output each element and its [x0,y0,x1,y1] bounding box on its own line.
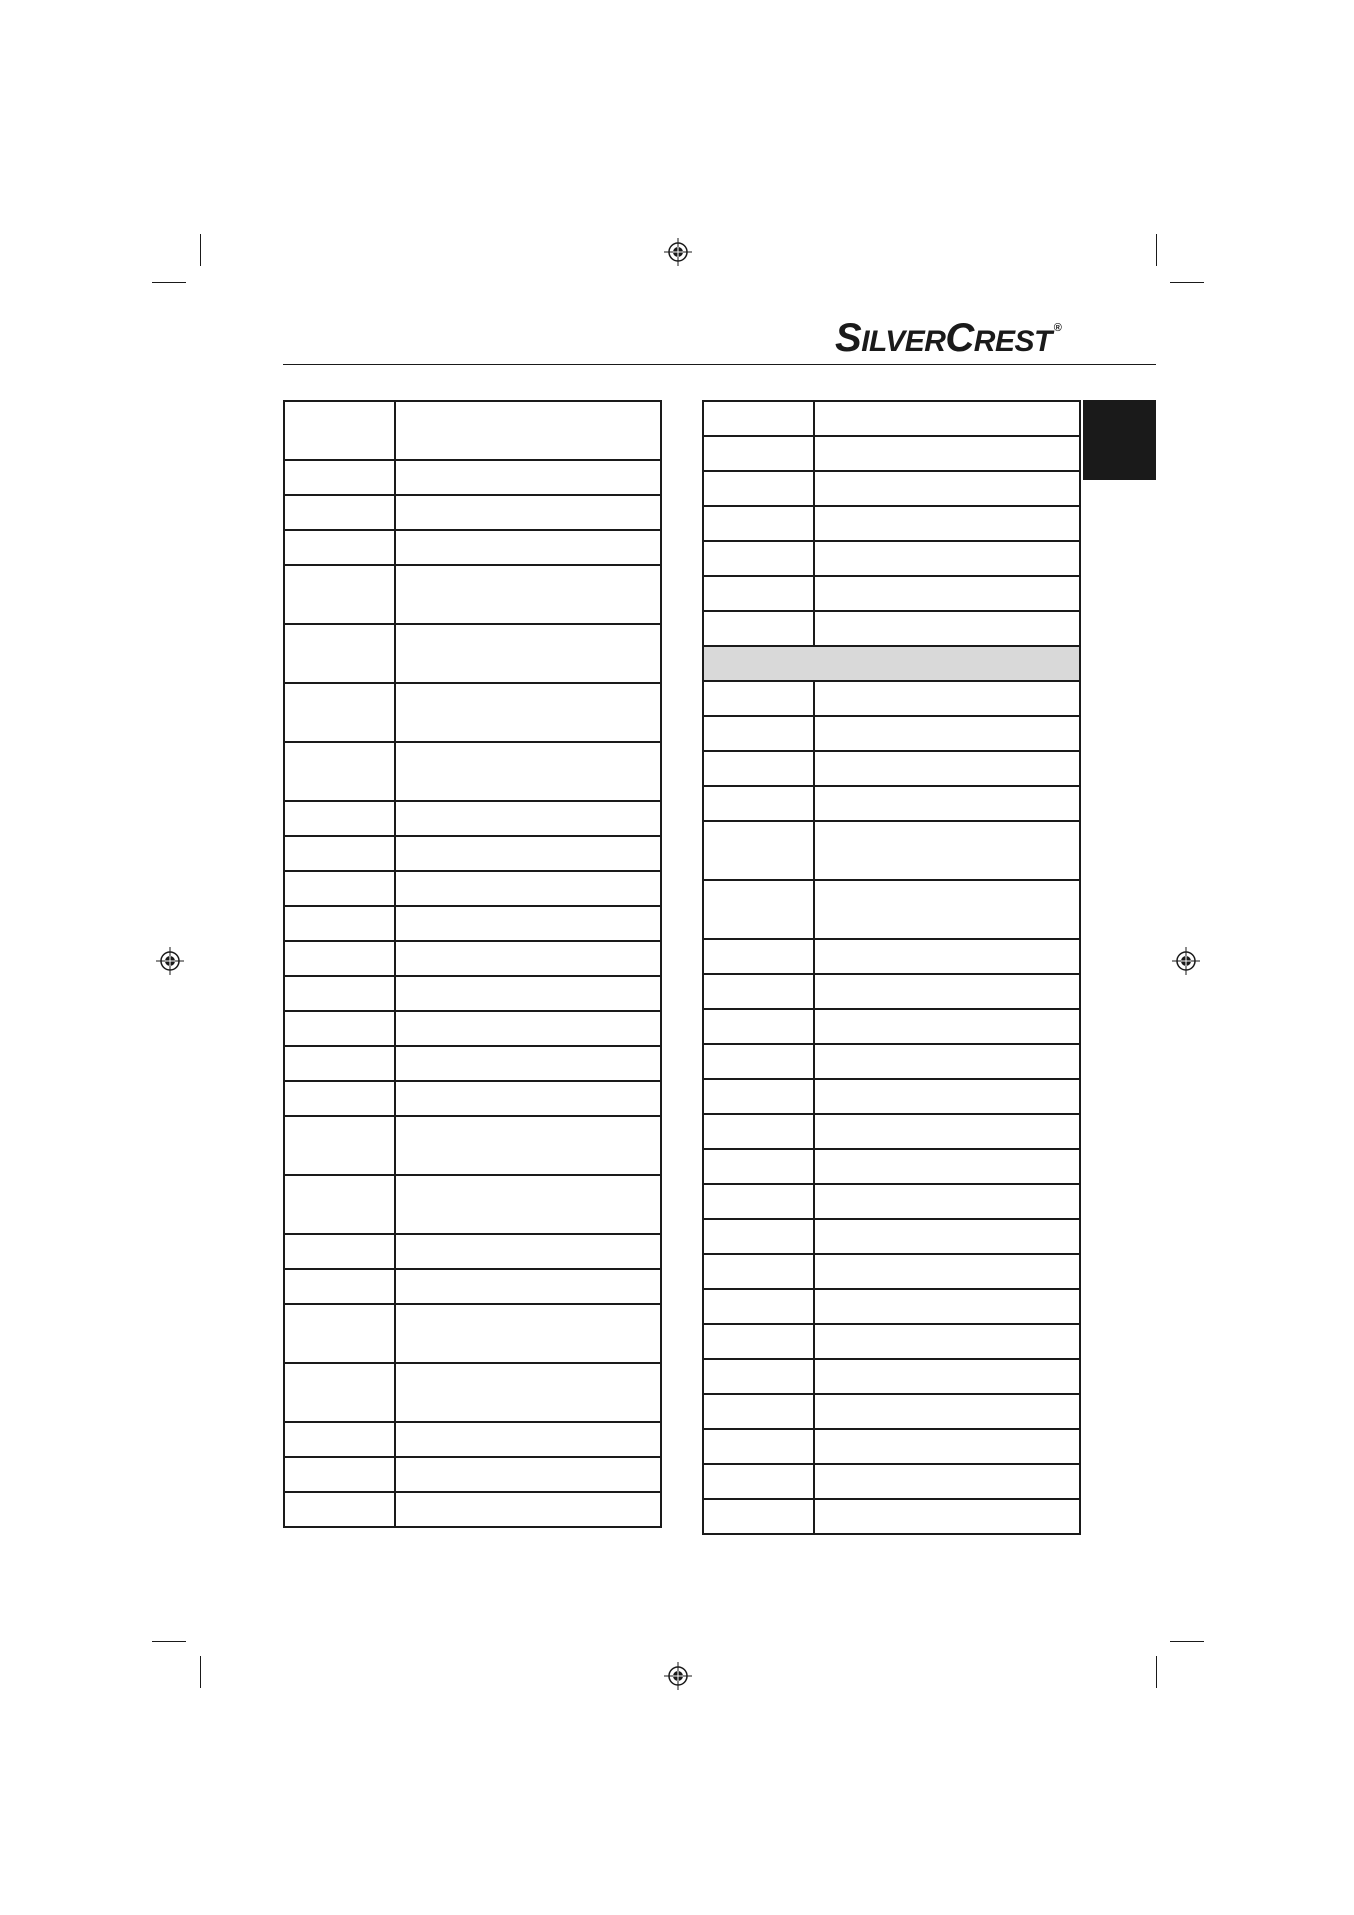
term-cell [284,1011,395,1046]
translation-cell [814,821,1080,880]
table-row [703,880,1080,939]
table-row [703,1079,1080,1114]
crop-mark-bottom-right-horizontal [1170,1641,1204,1642]
brand-letter-s: S [835,316,862,360]
term-cell [703,1289,814,1324]
term-cell [284,624,395,683]
table-row [703,1324,1080,1359]
term-cell [284,976,395,1011]
table-row [284,1234,661,1269]
table-row [284,460,661,495]
translation-cell [395,1234,661,1269]
translation-cell [814,751,1080,786]
crop-mark-bottom-left-horizontal [152,1641,186,1642]
term-cell [703,1429,814,1464]
table-row [284,401,661,460]
translation-cell [814,974,1080,1009]
term-cell [284,1492,395,1527]
translation-cell [814,681,1080,716]
table-row [703,1429,1080,1464]
translation-cell [395,1116,661,1175]
table-row [284,1175,661,1234]
term-cell [703,1114,814,1149]
translation-cell [395,1304,661,1363]
translation-cell [814,716,1080,751]
table-row [284,495,661,530]
term-cell [284,495,395,530]
translation-cell [395,1046,661,1081]
table-row [703,1499,1080,1534]
translation-cell [395,1422,661,1457]
translation-cell [395,1269,661,1304]
term-cell [284,401,395,460]
brand-letters-rest: REST [973,325,1052,358]
term-cell [703,786,814,821]
table-row [284,624,661,683]
term-cell [703,1324,814,1359]
brand-letters-ilver: ILVER [861,325,946,358]
table-row [703,974,1080,1009]
table-row [703,1044,1080,1079]
registration-mark-bottom-icon [663,1661,693,1691]
table-row [703,401,1080,436]
table-row [703,471,1080,506]
translation-cell [395,906,661,941]
table-row [703,1394,1080,1429]
table-row [703,821,1080,880]
translation-cell [814,1464,1080,1499]
table-row [703,1009,1080,1044]
term-cell [703,1184,814,1219]
term-cell [703,1219,814,1254]
table-row [284,1081,661,1116]
table-row [284,801,661,836]
table-row [703,646,1080,681]
table-row [703,1254,1080,1289]
term-cell [703,611,814,646]
term-cell [284,1422,395,1457]
translation-cell [814,1394,1080,1429]
table-row [703,939,1080,974]
crop-mark-top-right-vertical [1156,234,1157,266]
term-cell [703,401,814,436]
translation-cell [814,1009,1080,1044]
table-row [284,1046,661,1081]
term-cell [703,1499,814,1534]
term-cell [284,1116,395,1175]
translation-cell [395,1363,661,1422]
translation-cell [814,1044,1080,1079]
translation-cell [814,1254,1080,1289]
header-rule [283,364,1156,365]
term-cell [703,576,814,611]
table-row [284,1011,661,1046]
table-row [703,751,1080,786]
term-cell [284,836,395,871]
translation-cell [395,1081,661,1116]
term-cell [284,871,395,906]
translation-cell [395,1011,661,1046]
translation-cell [395,941,661,976]
table-row [703,1359,1080,1394]
table-row [284,871,661,906]
translation-cell [814,1359,1080,1394]
term-cell [703,880,814,939]
translation-cell [395,871,661,906]
term-cell [703,716,814,751]
table-row [703,1149,1080,1184]
table-row [703,1184,1080,1219]
term-cell [703,939,814,974]
term-cell [703,1079,814,1114]
term-cell [284,1046,395,1081]
translation-cell [814,1429,1080,1464]
term-cell [284,906,395,941]
table-row [703,436,1080,471]
translation-cell [814,506,1080,541]
term-cell [703,1009,814,1044]
language-tab-marker [1083,400,1156,480]
term-cell [284,460,395,495]
registration-mark-top-icon [663,237,693,267]
table-row [284,565,661,624]
translation-cell [395,1457,661,1492]
translation-cell [814,939,1080,974]
table-row [703,716,1080,751]
crop-mark-bottom-right-vertical [1156,1656,1157,1688]
translation-cell [814,786,1080,821]
term-cell [284,530,395,565]
table-row [703,1464,1080,1499]
translation-cell [814,1079,1080,1114]
table-row [703,786,1080,821]
translation-cell [814,611,1080,646]
translation-cell [395,401,661,460]
term-cell [703,974,814,1009]
right-table [702,400,1081,1535]
table-row [284,1304,661,1363]
table-row [703,611,1080,646]
translation-cell [395,530,661,565]
term-cell [284,941,395,976]
term-cell [703,1044,814,1079]
table-row [284,1492,661,1527]
translation-cell [395,836,661,871]
term-cell [703,1149,814,1184]
translation-cell [814,1219,1080,1254]
translation-cell [395,565,661,624]
term-cell [703,681,814,716]
term-cell [284,801,395,836]
crop-mark-top-right-horizontal [1170,282,1204,283]
translation-cell [395,742,661,801]
table-row [284,976,661,1011]
section-header-cell [703,646,1080,681]
translation-cell [814,1114,1080,1149]
left-table [283,400,662,1528]
table-row [703,1289,1080,1324]
translation-cell [395,624,661,683]
table-row [703,1219,1080,1254]
translation-cell [395,1492,661,1527]
term-cell [703,1394,814,1429]
term-cell [703,541,814,576]
translation-cell [395,1175,661,1234]
table-row [284,1457,661,1492]
registration-mark-right-icon [1171,946,1201,976]
term-cell [284,742,395,801]
table-row [284,836,661,871]
term-cell [703,751,814,786]
term-cell [703,1254,814,1289]
translation-cell [395,495,661,530]
term-cell [284,565,395,624]
term-cell [284,1269,395,1304]
translation-cell [814,1324,1080,1359]
table-row [284,1363,661,1422]
brand-logo [835,316,1062,361]
term-cell [703,1359,814,1394]
crop-mark-top-left-horizontal [152,282,186,283]
table-row [284,1269,661,1304]
term-cell [284,1304,395,1363]
crop-mark-top-left-vertical [200,234,201,266]
translation-cell [395,801,661,836]
term-cell [284,1234,395,1269]
translation-cell [395,683,661,742]
table-row [284,941,661,976]
crop-mark-bottom-left-vertical [200,1656,201,1688]
translation-cell [814,401,1080,436]
registration-mark-left-icon [155,946,185,976]
term-cell [703,506,814,541]
table-row [703,681,1080,716]
translation-cell [814,1289,1080,1324]
table-row [284,1422,661,1457]
translation-cell [395,976,661,1011]
table-row [703,506,1080,541]
registered-trademark-sign: ® [1053,322,1062,334]
translation-cell [814,1149,1080,1184]
translation-cell [814,576,1080,611]
term-cell [284,1081,395,1116]
translation-cell [814,541,1080,576]
table-row [284,742,661,801]
brand-letter-c: C [945,316,974,360]
term-cell [703,436,814,471]
table-row [284,906,661,941]
translation-cell [395,460,661,495]
translation-cell [814,880,1080,939]
translation-cell [814,471,1080,506]
translation-cell [814,1499,1080,1534]
term-cell [284,1175,395,1234]
table-row [703,576,1080,611]
term-cell [703,471,814,506]
table-row [703,541,1080,576]
translation-cell [814,436,1080,471]
table-row [284,1116,661,1175]
translation-cell [814,1184,1080,1219]
term-cell [284,1363,395,1422]
term-cell [703,1464,814,1499]
table-row [284,683,661,742]
term-cell [703,821,814,880]
term-cell [284,683,395,742]
table-row [284,530,661,565]
table-row [703,1114,1080,1149]
term-cell [284,1457,395,1492]
